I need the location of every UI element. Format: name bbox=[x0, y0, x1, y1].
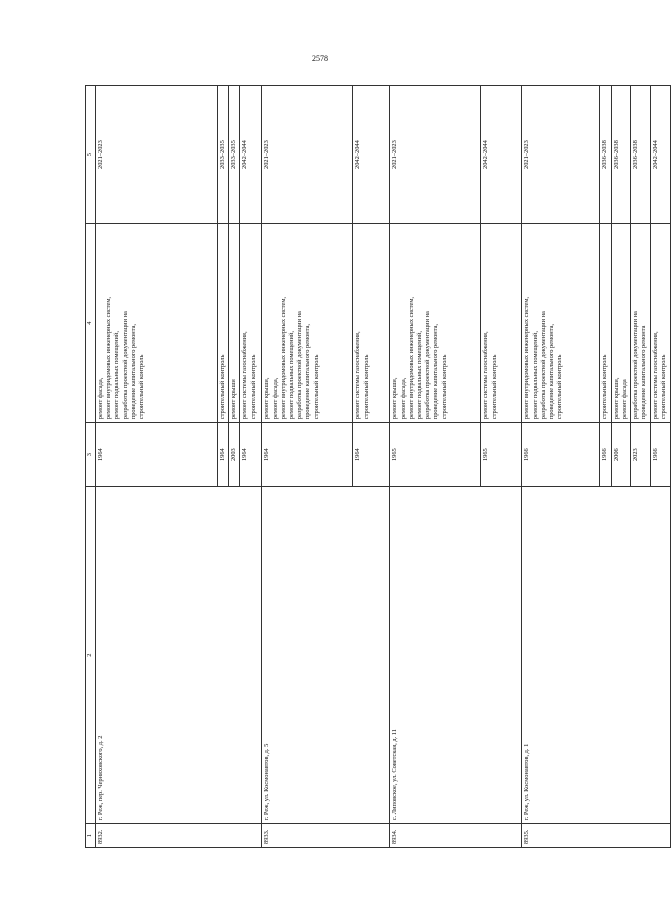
work-type-line: ремонт внутридомовых инженерных систем, bbox=[523, 297, 531, 420]
building-address: г. Реж, ул. Космонавтов, д. 1 bbox=[522, 487, 671, 824]
planned-period-cell: 2042–2044 bbox=[481, 86, 522, 224]
capital-repair-table-container bbox=[85, 85, 668, 848]
row-number: 8932. bbox=[96, 824, 262, 848]
header-col-3: 3 bbox=[86, 423, 96, 487]
year-cell: 1964 bbox=[240, 423, 262, 487]
work-type-line: строительный контроль bbox=[601, 354, 609, 420]
work-type-line: строительный контроль bbox=[219, 354, 226, 420]
planned-period-cell: 2036–2038 bbox=[611, 86, 630, 224]
work-type-line: ремонт подвальных помещений, bbox=[415, 331, 423, 420]
work-type-line: проведение капитального ремонта, bbox=[129, 323, 137, 420]
work-type-line: проведение капитального ремонта, bbox=[547, 323, 555, 420]
work-type-line: строительный контроль bbox=[556, 354, 564, 420]
year-cell: 1964 bbox=[262, 423, 353, 487]
work-type-line: строительный контроль bbox=[249, 354, 257, 420]
planned-period-cell: 2042–2044 bbox=[650, 86, 670, 224]
work-type-line: разработка проектной документации на bbox=[631, 311, 639, 420]
work-type-line: разработка проектной документации на bbox=[539, 311, 547, 420]
year-cell: 1965 bbox=[390, 423, 481, 487]
work-type-line: ремонт внутридомовых инженерных систем, bbox=[105, 297, 113, 420]
work-types-cell bbox=[229, 224, 240, 423]
building-address: г. Реж, ул. Космонавтов, д. 5 bbox=[262, 487, 390, 824]
row-number: 8935. bbox=[522, 824, 671, 848]
row-number: 8934. bbox=[390, 824, 522, 848]
planned-period-cell: 2021–2023 bbox=[96, 86, 218, 224]
work-types-cell bbox=[240, 224, 262, 423]
planned-period-cell: 2021–2023 bbox=[390, 86, 481, 224]
table-row bbox=[262, 86, 353, 848]
planned-period-cell: 2036–2038 bbox=[600, 86, 611, 224]
work-type-line: ремонт крыши bbox=[230, 379, 238, 420]
planned-period-cell: 2033–2035 bbox=[218, 86, 229, 224]
header-col-1: 1 bbox=[86, 824, 96, 848]
work-type-line: проведение капитального ремонта, bbox=[304, 323, 312, 420]
work-type-line: строительный контроль bbox=[312, 354, 320, 420]
work-type-line: строительный контроль bbox=[137, 354, 145, 420]
work-type-line: разработка проектной документации на bbox=[424, 311, 432, 420]
page-number: 2578 bbox=[312, 54, 328, 63]
work-type-line: ремонт системы газоснабжения, bbox=[354, 331, 362, 420]
year-cell: 1965 bbox=[481, 423, 522, 487]
work-type-line: ремонт крыши, bbox=[391, 377, 399, 420]
work-type-line: разработка проектной документации на bbox=[296, 311, 304, 420]
work-types-cell bbox=[611, 224, 630, 423]
header-col-5: 5 bbox=[86, 86, 96, 224]
work-types-cell bbox=[390, 224, 481, 423]
work-types-cell bbox=[600, 224, 611, 423]
planned-period-cell: 2042–2044 bbox=[240, 86, 262, 224]
work-types-cell bbox=[481, 224, 522, 423]
year-cell: 1964 bbox=[96, 423, 218, 487]
year-cell: 1966 bbox=[522, 423, 600, 487]
header-col-2: 2 bbox=[86, 487, 96, 824]
header-row bbox=[86, 86, 96, 848]
work-type-line: ремонт фасада, bbox=[97, 377, 104, 420]
work-type-line: строительный контроль bbox=[440, 354, 448, 420]
work-type-line: строительный контроль bbox=[362, 354, 370, 420]
year-cell: 2003 bbox=[229, 423, 240, 487]
year-cell: 1964 bbox=[218, 423, 229, 487]
work-types-cell bbox=[262, 224, 353, 423]
table-body bbox=[86, 86, 671, 848]
planned-period-cell: 2036–2038 bbox=[630, 86, 650, 224]
work-type-line: ремонт подвальных помещений, bbox=[287, 331, 295, 420]
building-address: г. Реж, пер. Черняховского, д. 2 bbox=[96, 487, 262, 824]
planned-period-cell: 2021–2023 bbox=[522, 86, 600, 224]
table-row bbox=[96, 86, 218, 848]
work-type-line: ремонт фасада, bbox=[271, 377, 279, 420]
work-types-cell bbox=[96, 224, 218, 423]
work-type-line: строительный контроль bbox=[660, 354, 668, 420]
planned-period-cell: 2021–2023 bbox=[262, 86, 353, 224]
row-number: 8933. bbox=[262, 824, 390, 848]
work-type-line: проведение капитального ремонта, bbox=[432, 323, 440, 420]
year-cell: 1964 bbox=[353, 423, 390, 487]
work-types-cell bbox=[522, 224, 600, 423]
work-type-line: ремонт внутридомовых инженерных систем, bbox=[407, 297, 415, 420]
work-type-line: ремонт фасада bbox=[620, 379, 628, 420]
capital-repair-table bbox=[85, 85, 671, 848]
year-cell: 2006 bbox=[611, 423, 630, 487]
work-type-line: ремонт внутридомовых инженерных систем, bbox=[279, 297, 287, 420]
work-type-line: ремонт крыши, bbox=[263, 377, 271, 420]
work-types-cell bbox=[218, 224, 229, 423]
header-col-4: 4 bbox=[86, 224, 96, 423]
work-types-cell bbox=[353, 224, 390, 423]
year-cell: 1966 bbox=[600, 423, 611, 487]
work-type-line: ремонт системы газоснабжения, bbox=[241, 331, 249, 420]
table-row bbox=[522, 86, 600, 848]
work-type-line: разработка проектной документации на bbox=[121, 311, 129, 420]
work-type-line: ремонт подвальных помещений, bbox=[113, 331, 121, 420]
work-type-line: проведение капитального ремонта bbox=[640, 325, 648, 420]
work-type-line: ремонт подвальных помещений, bbox=[531, 331, 539, 420]
table-row bbox=[390, 86, 481, 848]
planned-period-cell: 2033–2035 bbox=[229, 86, 240, 224]
work-type-line: ремонт крыши, bbox=[612, 377, 620, 420]
building-address: с. Липовское, ул. Советская, д. 11 bbox=[390, 487, 522, 824]
work-type-line: ремонт системы газоснабжения, bbox=[482, 331, 490, 420]
year-cell: 1966 bbox=[650, 423, 670, 487]
year-cell: 2023 bbox=[630, 423, 650, 487]
work-type-line: ремонт системы газоснабжения, bbox=[651, 331, 659, 420]
work-type-line: строительный контроль bbox=[490, 354, 498, 420]
work-type-line: ремонт фасада, bbox=[399, 377, 407, 420]
work-types-cell bbox=[650, 224, 670, 423]
work-types-cell bbox=[630, 224, 650, 423]
planned-period-cell: 2042–2044 bbox=[353, 86, 390, 224]
